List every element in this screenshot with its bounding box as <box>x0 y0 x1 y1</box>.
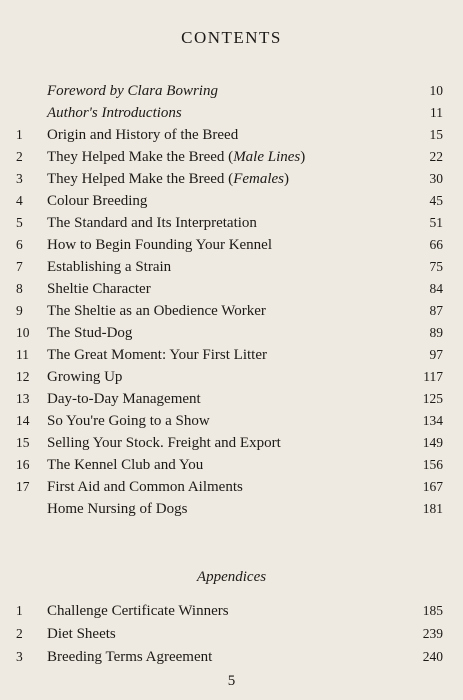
chapter-number: 5 <box>16 215 23 230</box>
appendix-number: 3 <box>16 649 23 664</box>
toc-page-number: 185 <box>422 603 443 618</box>
chapter-number: 11 <box>16 347 29 362</box>
toc-page-number: 87 <box>429 303 443 318</box>
chapter-number: 4 <box>16 193 23 208</box>
toc-page-number: 45 <box>429 193 443 208</box>
toc-row-chapter <box>0 234 463 256</box>
toc-page-number: 10 <box>429 83 443 98</box>
chapter-number: 3 <box>16 171 23 186</box>
toc-row-chapter <box>0 256 463 278</box>
toc-page-number: 134 <box>422 413 443 428</box>
toc-page-number: 15 <box>429 127 443 142</box>
page-folio: 5 <box>227 673 236 689</box>
toc-row-chapter <box>0 124 463 146</box>
toc-page-number: 89 <box>429 325 443 340</box>
toc-row-chapter <box>0 366 463 388</box>
toc-page-number: 117 <box>423 369 443 384</box>
toc-row-chapter <box>0 300 463 322</box>
toc-label: First Aid and Common Ailments <box>47 479 243 495</box>
toc-page-number: 30 <box>429 171 443 186</box>
label-text: They Helped Make the Breed ( <box>47 171 234 187</box>
toc-row-chapter <box>0 146 463 168</box>
label-text: They Helped Make the Breed ( <box>47 149 234 165</box>
toc-row-chapter <box>0 410 463 432</box>
toc-row-chapter <box>0 498 463 520</box>
chapter-number: 14 <box>16 413 30 428</box>
toc-label: Diet Sheets <box>47 626 116 642</box>
toc-label: The Stud-Dog <box>47 325 133 341</box>
toc-row-chapter <box>0 278 463 300</box>
toc-page-number: 97 <box>429 347 443 362</box>
toc-page-number: 84 <box>429 281 443 296</box>
toc-row-chapter <box>0 344 463 366</box>
toc-label: Establishing a Strain <box>47 259 172 275</box>
chapter-number: 15 <box>16 435 30 450</box>
chapter-number: 13 <box>16 391 30 406</box>
toc-label: Day-to-Day Management <box>47 391 201 407</box>
toc-label: Selling Your Stock. Freight and Export <box>47 435 281 451</box>
appendices-heading: Appendices <box>196 569 267 585</box>
toc-page-number: 51 <box>429 215 443 230</box>
toc-row-chapter <box>0 432 463 454</box>
chapter-number: 6 <box>16 237 23 252</box>
chapter-number: 16 <box>16 457 30 472</box>
toc-label: Colour Breeding <box>47 193 148 209</box>
toc-row-foreword <box>0 80 463 102</box>
toc-page-number: 75 <box>429 259 443 274</box>
toc-page-number: 125 <box>422 391 443 406</box>
toc-row-chapter <box>0 190 463 212</box>
toc-label: Growing Up <box>47 369 123 385</box>
appendix-number: 2 <box>16 626 23 641</box>
toc-label: Challenge Certificate Winners <box>47 603 229 619</box>
toc-label <box>47 168 289 190</box>
page-title: CONTENTS <box>181 28 282 47</box>
toc-label: Origin and History of the Breed <box>47 127 239 143</box>
label-emphasis: Male Lines <box>233 149 301 165</box>
toc-row-chapter <box>0 454 463 476</box>
toc-row-chapter <box>0 388 463 410</box>
toc-label: Sheltie Character <box>47 281 151 297</box>
toc-label: Breeding Terms Agreement <box>47 649 213 665</box>
toc-row-chapter <box>0 322 463 344</box>
toc-row-appendix <box>0 623 463 645</box>
toc-row-introductions <box>0 102 463 124</box>
toc-page-number: 66 <box>429 237 443 252</box>
toc-label: The Sheltie as an Obedience Worker <box>47 303 266 319</box>
toc-row-appendix <box>0 600 463 622</box>
toc-row-chapter <box>0 168 463 190</box>
label-text: ) <box>300 149 306 165</box>
toc-label: Author's Introductions <box>47 105 182 121</box>
toc-page-number: 149 <box>422 435 443 450</box>
chapter-number: 7 <box>16 259 23 274</box>
toc-page-number: 156 <box>422 457 443 472</box>
toc-label: Home Nursing of Dogs <box>47 501 188 517</box>
chapter-number: 9 <box>16 303 23 318</box>
toc-label: Foreword by Clara Bowring <box>47 83 218 99</box>
toc-row-chapter <box>0 212 463 234</box>
toc-page-number: 167 <box>422 479 443 494</box>
label-emphasis: Females <box>233 171 285 187</box>
toc-label: How to Begin Founding Your Kennel <box>47 237 273 253</box>
toc-label <box>47 146 305 168</box>
toc-page-number: 11 <box>430 105 443 120</box>
chapter-number: 17 <box>16 479 30 494</box>
toc-label: So You're Going to a Show <box>47 413 210 429</box>
chapter-number: 8 <box>16 281 23 296</box>
toc-label: The Standard and Its Interpretation <box>47 215 257 231</box>
toc-page-number: 22 <box>429 149 443 164</box>
toc-page-number: 240 <box>422 649 443 664</box>
toc-page-number: 181 <box>422 501 443 516</box>
chapter-number: 1 <box>16 127 23 142</box>
chapter-number: 2 <box>16 149 23 164</box>
chapter-number: 10 <box>16 325 30 340</box>
chapter-number: 12 <box>16 369 30 384</box>
toc-page-number: 239 <box>422 626 443 641</box>
toc-label: The Great Moment: Your First Litter <box>47 347 267 363</box>
label-text: ) <box>284 171 290 187</box>
appendix-number: 1 <box>16 603 23 618</box>
toc-row-appendix <box>0 646 463 668</box>
toc-row-chapter <box>0 476 463 498</box>
toc-label: The Kennel Club and You <box>47 457 204 473</box>
